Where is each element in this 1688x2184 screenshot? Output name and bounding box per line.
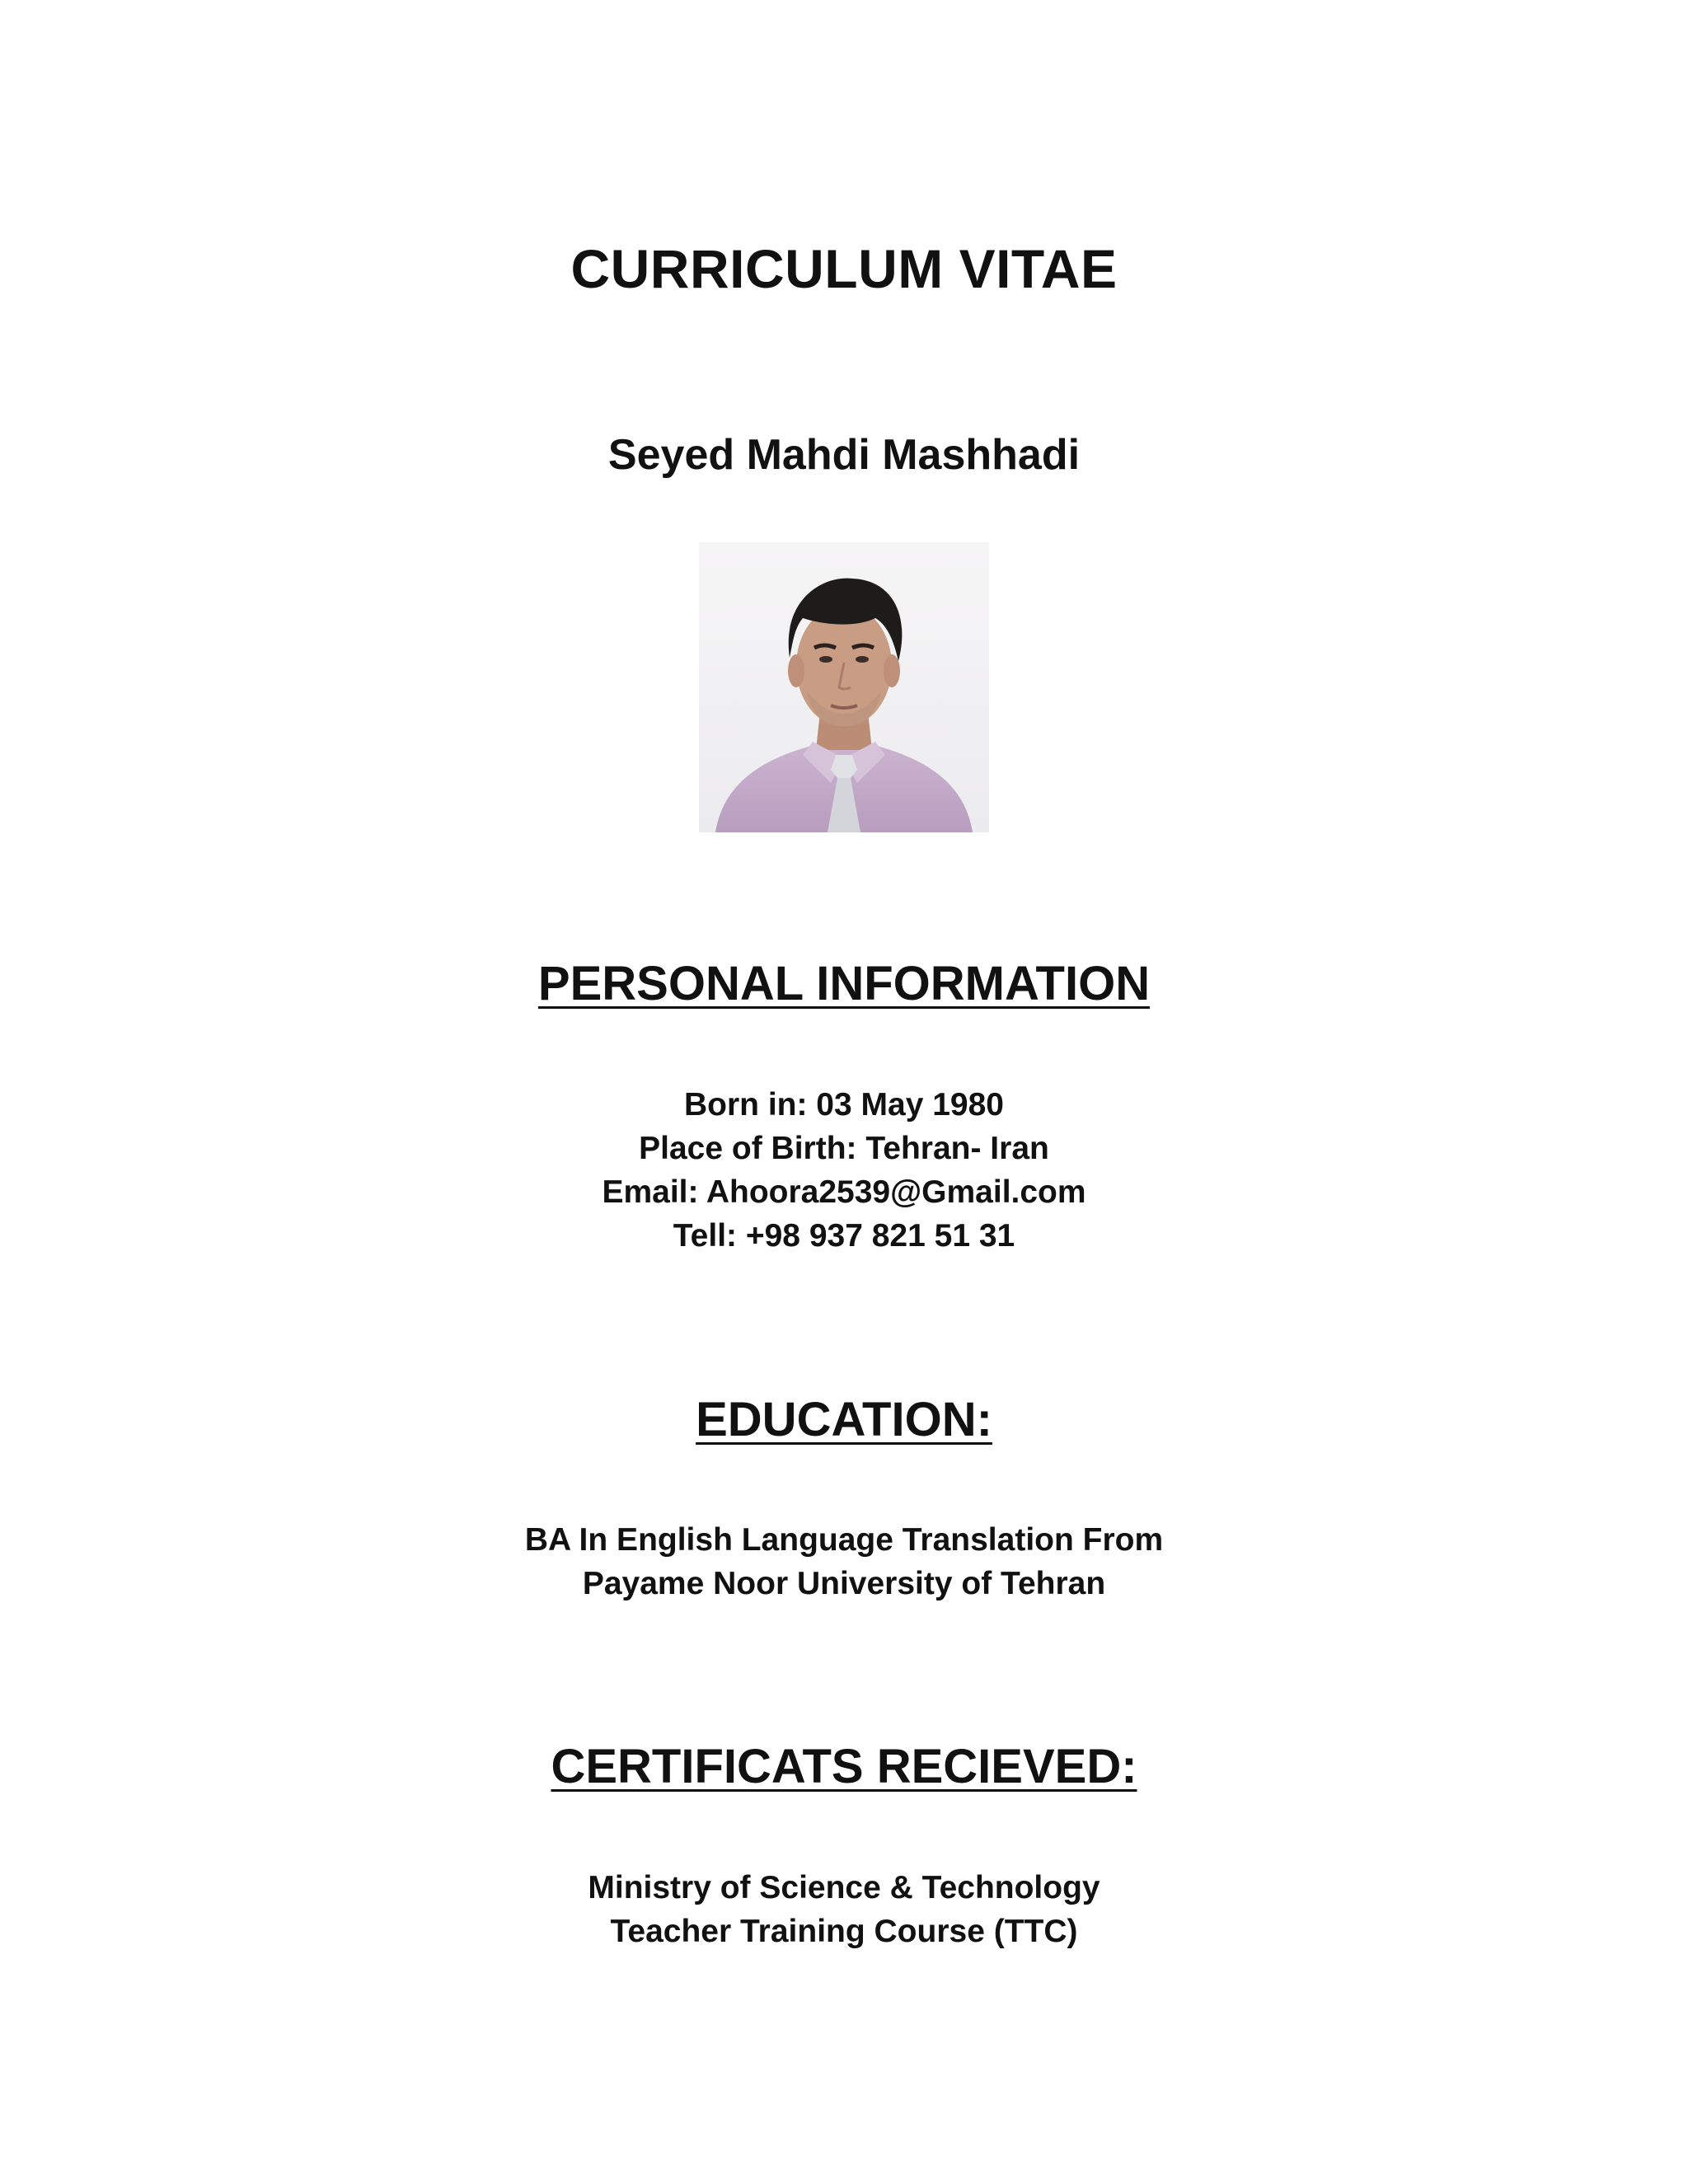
personal-information-list xyxy=(0,1083,1688,1258)
personal-information-heading: PERSONAL INFORMATION xyxy=(537,957,1151,1010)
phone: Tell: +98 937 821 51 31 xyxy=(673,1218,1015,1254)
person-name: Seyed Mahdi Mashhadi xyxy=(607,431,1081,479)
birth-place: Place of Birth: Tehran- Iran xyxy=(639,1131,1049,1166)
birth-date: Born in: 03 May 1980 xyxy=(684,1087,1004,1122)
education-degree: BA In English Language Translation From xyxy=(524,1522,1164,1558)
certificate-course: Teacher Training Course (TTC) xyxy=(610,1914,1078,1949)
certificates-heading: CERTIFICATS RECIEVED: xyxy=(551,1740,1137,1793)
profile-photo xyxy=(699,542,989,832)
certificate-issuer: Ministry of Science & Technology xyxy=(588,1870,1100,1905)
certificates-list xyxy=(0,1866,1688,1953)
document-title: CURRICULUM VITAE xyxy=(570,238,1118,299)
education-heading: EDUCATION: xyxy=(696,1393,992,1446)
education-university: Payame Noor University of Tehran xyxy=(582,1566,1106,1601)
email: Email: Ahoora2539@Gmail.com xyxy=(602,1174,1086,1210)
education-list xyxy=(0,1518,1688,1605)
